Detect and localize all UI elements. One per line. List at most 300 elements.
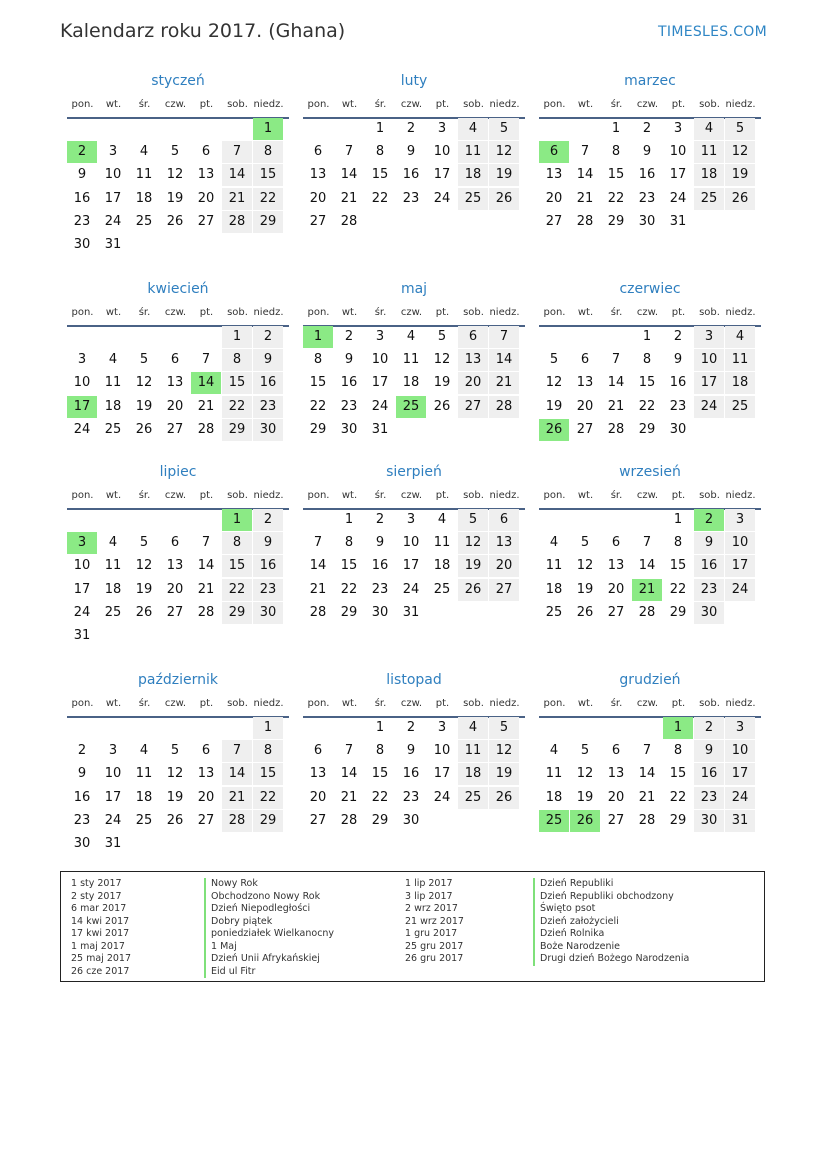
day-cell: 17 <box>402 558 420 574</box>
day-cell: 22 <box>340 581 358 597</box>
day-cell: 19 <box>166 789 184 805</box>
weekday-header: czw. <box>164 307 187 318</box>
day-cell: 20 <box>489 555 519 577</box>
day-cell: 1 <box>673 512 683 527</box>
day-cell: 23 <box>694 787 724 809</box>
day-cell: 7 <box>580 144 590 160</box>
day-cell: 7 <box>313 535 323 551</box>
day-cell: 19 <box>489 164 519 186</box>
legend-date: 1 lip 2017 <box>405 878 453 889</box>
day-cell: 6 <box>170 352 180 368</box>
day-cell: 21 <box>576 190 594 206</box>
day-cell: 30 <box>694 810 724 832</box>
day-cell: 5 <box>725 118 755 140</box>
day-cell: 8 <box>611 144 621 160</box>
day-cell: 21 <box>197 398 215 414</box>
day-cell: 2 <box>406 720 416 735</box>
day-cell: 10 <box>433 144 451 160</box>
day-cell: 5 <box>458 509 488 531</box>
day-cell: 23 <box>253 396 283 418</box>
day-cell: 8 <box>375 743 385 759</box>
day-cell: 10 <box>104 766 122 782</box>
day-cell: 8 <box>344 535 354 551</box>
day-cell: 27 <box>309 213 327 229</box>
day-cell: 4 <box>549 743 559 759</box>
day-cell: 25 <box>135 213 153 229</box>
day-cell: 7 <box>201 535 211 551</box>
legend-holiday-name: Dzień Republiki <box>533 878 613 891</box>
day-cell: 18 <box>545 789 563 805</box>
day-cell: 13 <box>166 375 184 391</box>
legend-date: 26 cze 2017 <box>71 965 130 977</box>
weekday-header: niedz. <box>489 307 520 318</box>
holiday-day-cell: 17 <box>67 396 97 418</box>
day-cell: 14 <box>638 558 656 574</box>
day-cell: 14 <box>340 766 358 782</box>
day-cell: 15 <box>222 372 252 394</box>
weekday-header: czw. <box>636 698 659 709</box>
day-cell: 15 <box>309 375 327 391</box>
weekday-header: śr. <box>138 307 151 318</box>
weekday-header: pon. <box>71 99 94 110</box>
day-cell: 11 <box>135 167 153 183</box>
day-cell: 7 <box>222 740 252 762</box>
day-cell: 15 <box>340 558 358 574</box>
day-cell: 9 <box>253 532 283 554</box>
day-cell: 13 <box>197 167 215 183</box>
day-cell: 5 <box>580 535 590 551</box>
day-cell: 28 <box>638 812 656 828</box>
day-cell: 16 <box>638 167 656 183</box>
day-cell: 10 <box>669 144 687 160</box>
day-cell: 27 <box>545 213 563 229</box>
day-cell: 27 <box>166 604 184 620</box>
weekday-header: wt. <box>577 490 594 501</box>
holiday-day-cell: 2 <box>694 509 724 531</box>
day-cell: 26 <box>135 604 153 620</box>
month-name: kwiecień <box>147 281 209 297</box>
day-cell: 6 <box>611 743 621 759</box>
day-cell: 2 <box>253 509 283 531</box>
weekday-header: wt. <box>105 99 122 110</box>
weekday-header: czw. <box>164 490 187 501</box>
holiday-day-cell: 26 <box>539 419 569 441</box>
day-cell: 14 <box>340 167 358 183</box>
weekday-header: pon. <box>543 99 566 110</box>
day-cell: 1 <box>642 329 652 344</box>
day-cell: 2 <box>673 329 683 344</box>
day-cell: 4 <box>458 118 488 140</box>
day-cell: 2 <box>375 512 385 527</box>
legend-holiday-name: Dzień Republiki obchodzony <box>533 891 674 904</box>
day-cell: 31 <box>725 810 755 832</box>
day-cell: 24 <box>694 396 724 418</box>
day-cell: 4 <box>458 717 488 739</box>
day-cell: 30 <box>669 421 687 437</box>
weekday-header: niedz. <box>725 698 756 709</box>
day-cell: 16 <box>402 766 420 782</box>
day-cell: 11 <box>694 141 724 163</box>
holiday-day-cell: 25 <box>539 810 569 832</box>
weekday-header: wt. <box>105 307 122 318</box>
weekday-header: niedz. <box>253 698 284 709</box>
day-cell: 29 <box>253 810 283 832</box>
day-cell: 31 <box>104 836 122 851</box>
legend-holiday-name: Nowy Rok <box>204 878 258 891</box>
day-cell: 9 <box>673 352 683 368</box>
weekday-header: sob. <box>463 99 484 110</box>
day-cell: 2 <box>406 121 416 136</box>
day-cell: 29 <box>340 604 358 620</box>
day-cell: 17 <box>371 375 389 391</box>
day-cell: 9 <box>406 743 416 759</box>
day-cell: 23 <box>402 190 420 206</box>
day-cell: 25 <box>104 421 122 437</box>
day-cell: 22 <box>253 188 283 210</box>
day-cell: 14 <box>489 349 519 371</box>
day-cell: 6 <box>611 535 621 551</box>
weekday-header: pt. <box>671 99 686 110</box>
day-cell: 8 <box>222 532 252 554</box>
day-cell: 10 <box>73 375 91 391</box>
day-cell: 27 <box>607 604 625 620</box>
day-cell: 18 <box>433 558 451 574</box>
day-cell: 26 <box>166 213 184 229</box>
day-cell: 3 <box>694 326 724 348</box>
day-cell: 4 <box>694 118 724 140</box>
day-cell: 20 <box>166 581 184 597</box>
day-cell: 31 <box>104 237 122 252</box>
day-cell: 24 <box>104 213 122 229</box>
day-cell: 11 <box>135 766 153 782</box>
day-cell: 13 <box>197 766 215 782</box>
day-cell: 23 <box>402 789 420 805</box>
day-cell: 5 <box>580 743 590 759</box>
legend-date: 25 gru 2017 <box>405 940 464 952</box>
day-cell: 29 <box>669 604 687 620</box>
day-cell: 24 <box>725 579 755 601</box>
legend-holiday-name: Dzień założycieli <box>533 916 619 929</box>
holiday-day-cell: 1 <box>253 118 283 140</box>
day-cell: 30 <box>638 213 656 229</box>
weekday-header: pt. <box>199 490 214 501</box>
legend-date: 1 sty 2017 <box>71 878 122 889</box>
day-cell: 27 <box>197 812 215 828</box>
day-cell: 11 <box>545 766 563 782</box>
day-cell: 11 <box>433 535 451 551</box>
day-cell: 28 <box>340 812 358 828</box>
day-cell: 22 <box>222 396 252 418</box>
weekday-header: czw. <box>400 99 423 110</box>
day-cell: 7 <box>611 352 621 368</box>
day-cell: 5 <box>170 144 180 160</box>
weekday-header: niedz. <box>489 698 520 709</box>
day-cell: 18 <box>545 581 563 597</box>
day-cell: 21 <box>340 190 358 206</box>
day-cell: 19 <box>576 581 594 597</box>
legend-holiday-name: Obchodzono Nowy Rok <box>204 891 320 904</box>
day-cell: 21 <box>222 188 252 210</box>
day-cell: 25 <box>458 188 488 210</box>
day-cell: 27 <box>197 213 215 229</box>
day-cell: 9 <box>344 352 354 368</box>
day-cell: 15 <box>638 375 656 391</box>
day-cell: 25 <box>433 581 451 597</box>
day-cell: 19 <box>489 763 519 785</box>
month-name: maj <box>400 281 428 297</box>
weekday-header: pon. <box>307 698 330 709</box>
weekday-header: śr. <box>610 99 623 110</box>
day-cell: 21 <box>309 581 327 597</box>
month-name: październik <box>138 672 218 688</box>
day-cell: 26 <box>489 787 519 809</box>
legend-holiday-name: Dzień Unii Afrykańskiej <box>204 953 320 966</box>
day-cell: 25 <box>694 188 724 210</box>
day-cell: 28 <box>222 810 252 832</box>
weekday-header: pon. <box>543 698 566 709</box>
weekday-header: sob. <box>463 490 484 501</box>
day-cell: 20 <box>607 789 625 805</box>
day-cell: 7 <box>201 352 211 368</box>
weekday-header: pt. <box>199 698 214 709</box>
weekday-header: śr. <box>610 307 623 318</box>
month-name: marzec <box>624 73 676 89</box>
day-cell: 9 <box>253 349 283 371</box>
day-cell: 3 <box>725 717 755 739</box>
day-cell: 28 <box>222 211 252 233</box>
day-cell: 3 <box>725 509 755 531</box>
day-cell: 11 <box>545 558 563 574</box>
legend-date: 1 maj 2017 <box>71 940 125 952</box>
day-cell: 25 <box>104 604 122 620</box>
legend-holiday-name: 1 Maj <box>204 941 237 954</box>
day-cell: 11 <box>725 349 755 371</box>
day-cell: 9 <box>375 535 385 551</box>
day-cell: 9 <box>694 532 724 554</box>
day-cell: 6 <box>458 326 488 348</box>
day-cell: 16 <box>340 375 358 391</box>
day-cell: 7 <box>344 743 354 759</box>
day-cell: 21 <box>489 372 519 394</box>
day-cell: 26 <box>576 604 594 620</box>
day-cell: 2 <box>694 717 724 739</box>
day-cell: 24 <box>73 421 91 437</box>
day-cell: 28 <box>489 396 519 418</box>
month-name: lipiec <box>159 464 197 480</box>
day-cell: 13 <box>166 558 184 574</box>
day-cell: 24 <box>402 581 420 597</box>
weekday-header: sob. <box>463 307 484 318</box>
day-cell: 8 <box>673 535 683 551</box>
day-cell: 29 <box>371 812 389 828</box>
day-cell: 4 <box>108 352 118 368</box>
day-cell: 24 <box>725 787 755 809</box>
day-cell: 22 <box>309 398 327 414</box>
day-cell: 4 <box>725 326 755 348</box>
day-cell: 3 <box>437 720 447 735</box>
weekday-header: niedz. <box>253 307 284 318</box>
day-cell: 4 <box>139 144 149 160</box>
day-cell: 22 <box>371 190 389 206</box>
day-cell: 8 <box>375 144 385 160</box>
holiday-day-cell: 21 <box>632 579 662 601</box>
weekday-header: śr. <box>374 698 387 709</box>
day-cell: 31 <box>371 421 389 437</box>
day-cell: 10 <box>725 740 755 762</box>
day-cell: 28 <box>638 604 656 620</box>
weekday-header: śr. <box>374 99 387 110</box>
day-cell: 24 <box>669 190 687 206</box>
weekday-header: pt. <box>671 490 686 501</box>
holiday-day-cell: 1 <box>303 326 333 348</box>
day-cell: 26 <box>166 812 184 828</box>
day-cell: 12 <box>489 141 519 163</box>
day-cell: 3 <box>77 352 87 368</box>
day-cell: 21 <box>197 581 215 597</box>
brand-logo-text[interactable]: TIMESLES.COM <box>658 24 767 40</box>
day-cell: 7 <box>642 535 652 551</box>
day-cell: 25 <box>458 787 488 809</box>
day-cell: 8 <box>313 352 323 368</box>
day-cell: 17 <box>694 372 724 394</box>
day-cell: 29 <box>638 421 656 437</box>
day-cell: 11 <box>402 352 420 368</box>
day-cell: 19 <box>576 789 594 805</box>
holiday-day-cell: 1 <box>663 717 693 739</box>
day-cell: 20 <box>309 789 327 805</box>
day-cell: 18 <box>458 164 488 186</box>
day-cell: 10 <box>104 167 122 183</box>
day-cell: 9 <box>77 167 87 183</box>
day-cell: 3 <box>108 144 118 160</box>
weekday-header: śr. <box>374 490 387 501</box>
day-cell: 12 <box>458 532 488 554</box>
day-cell: 21 <box>607 398 625 414</box>
day-cell: 6 <box>201 144 211 160</box>
day-cell: 14 <box>222 763 252 785</box>
legend-date: 14 kwi 2017 <box>71 915 130 927</box>
weekday-header: sob. <box>227 307 248 318</box>
day-cell: 18 <box>402 375 420 391</box>
day-cell: 11 <box>104 375 122 391</box>
day-cell: 29 <box>253 211 283 233</box>
day-cell: 18 <box>104 581 122 597</box>
weekday-header: wt. <box>577 698 594 709</box>
day-cell: 30 <box>73 836 91 851</box>
day-cell: 16 <box>253 372 283 394</box>
day-cell: 12 <box>489 740 519 762</box>
weekday-header: niedz. <box>725 307 756 318</box>
weekday-header: pon. <box>307 490 330 501</box>
day-cell: 17 <box>104 789 122 805</box>
day-cell: 17 <box>725 763 755 785</box>
day-cell: 17 <box>73 581 91 597</box>
day-cell: 10 <box>402 535 420 551</box>
legend-date: 3 lip 2017 <box>405 890 453 902</box>
day-cell: 1 <box>253 717 283 739</box>
weekday-header: niedz. <box>253 99 284 110</box>
day-cell: 31 <box>402 604 420 620</box>
day-cell: 18 <box>725 372 755 394</box>
weekday-header: pt. <box>435 307 450 318</box>
weekday-header: czw. <box>400 490 423 501</box>
day-cell: 28 <box>197 604 215 620</box>
day-cell: 21 <box>222 787 252 809</box>
legend-holiday-name: Boże Narodzenie <box>533 941 620 954</box>
day-cell: 10 <box>73 558 91 574</box>
weekday-header: wt. <box>577 307 594 318</box>
day-cell: 4 <box>139 743 149 759</box>
legend-holiday-name: Drugi dzień Bożego Narodzenia <box>533 953 689 966</box>
weekday-header: pt. <box>199 307 214 318</box>
weekday-header: niedz. <box>725 99 756 110</box>
day-cell: 7 <box>489 326 519 348</box>
weekday-header: wt. <box>577 99 594 110</box>
weekday-header: niedz. <box>725 490 756 501</box>
day-cell: 5 <box>139 535 149 551</box>
day-cell: 14 <box>197 558 215 574</box>
holiday-day-cell: 6 <box>539 141 569 163</box>
month-name: styczeń <box>151 73 205 89</box>
day-cell: 26 <box>135 421 153 437</box>
weekday-header: niedz. <box>489 490 520 501</box>
weekday-header: śr. <box>138 698 151 709</box>
holiday-day-cell: 26 <box>570 810 600 832</box>
weekday-header: czw. <box>164 698 187 709</box>
day-cell: 8 <box>253 740 283 762</box>
day-cell: 4 <box>406 329 416 344</box>
day-cell: 24 <box>104 812 122 828</box>
day-cell: 2 <box>253 326 283 348</box>
day-cell: 22 <box>607 190 625 206</box>
page-title: Kalendarz roku 2017. (Ghana) <box>60 20 346 42</box>
weekday-header: pon. <box>307 307 330 318</box>
day-cell: 23 <box>694 579 724 601</box>
legend-date: 21 wrz 2017 <box>405 915 464 927</box>
day-cell: 30 <box>253 602 283 624</box>
day-cell: 13 <box>489 532 519 554</box>
day-cell: 23 <box>73 812 91 828</box>
weekday-header: pt. <box>435 698 450 709</box>
day-cell: 26 <box>489 188 519 210</box>
day-cell: 14 <box>222 164 252 186</box>
weekday-header: niedz. <box>489 99 520 110</box>
day-cell: 23 <box>253 579 283 601</box>
weekday-header: sob. <box>699 490 720 501</box>
day-cell: 20 <box>197 789 215 805</box>
holiday-day-cell: 25 <box>396 396 426 418</box>
day-cell: 5 <box>489 717 519 739</box>
weekday-header: pt. <box>671 307 686 318</box>
day-cell: 28 <box>340 213 358 229</box>
weekday-header: sob. <box>699 99 720 110</box>
day-cell: 19 <box>725 164 755 186</box>
day-cell: 11 <box>104 558 122 574</box>
weekday-header: sob. <box>463 698 484 709</box>
day-cell: 16 <box>73 190 91 206</box>
day-cell: 16 <box>371 558 389 574</box>
day-cell: 22 <box>222 579 252 601</box>
day-cell: 16 <box>694 555 724 577</box>
day-cell: 23 <box>669 398 687 414</box>
weekday-header: sob. <box>227 99 248 110</box>
month-name: sierpień <box>386 464 442 480</box>
day-cell: 28 <box>607 421 625 437</box>
weekday-header: sob. <box>699 307 720 318</box>
day-cell: 6 <box>313 743 323 759</box>
day-cell: 24 <box>433 789 451 805</box>
day-cell: 20 <box>458 372 488 394</box>
